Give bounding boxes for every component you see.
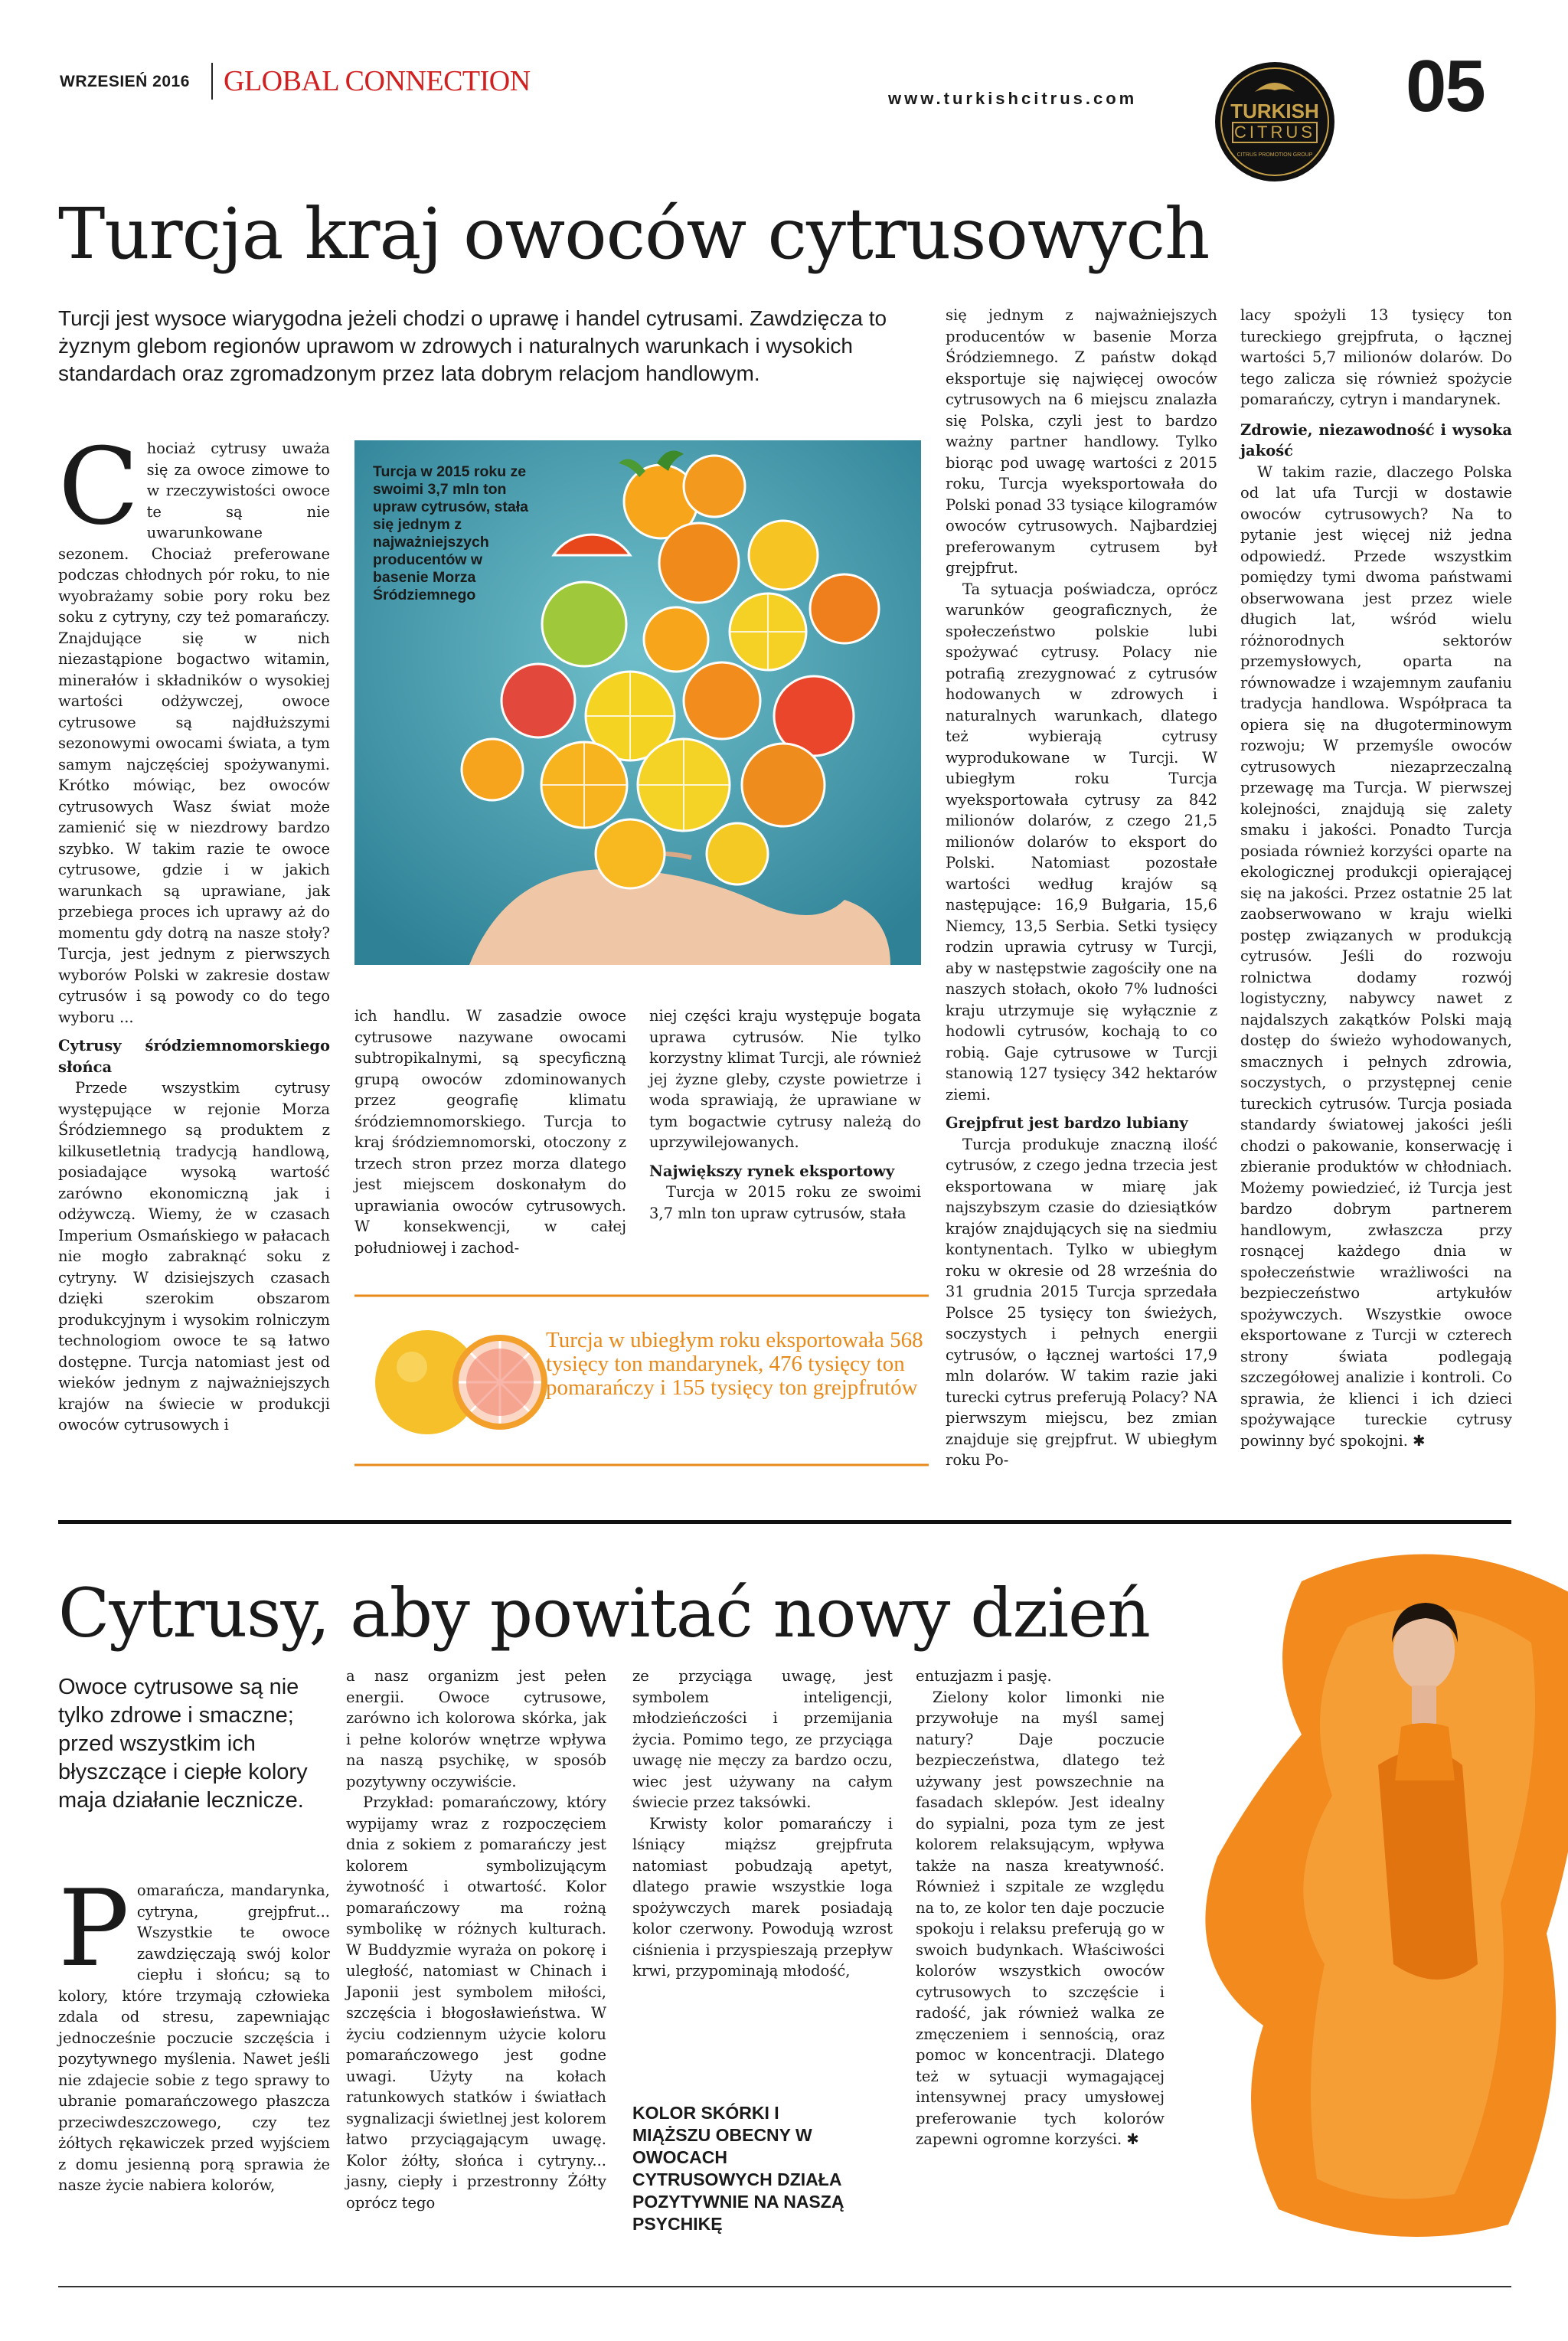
section-divider — [58, 1520, 1511, 1524]
paragraph: Turcja w 2015 roku ze swoimi 3,7 mln ton upraw cytrusów, stała — [649, 1183, 921, 1222]
article1-title: Turcja kraj owoców cytrusowych — [58, 193, 1210, 275]
pull-quote: KOLOR SKÓRKI I MIĄŻSZU OBECNY W OWOCACH CYTRUSOWYCH DZIAŁA POZYTYWNIE NA NASZĄ PSYCHIKĘ — [632, 2103, 844, 2234]
paragraph: hociaż cytrusy uważa się za owoce zimowe to w rzeczywistości owoce te są nie uwarunkowane sezonem. Chociaż preferowane podczas chłodnych pór roku, to nie wyobrażamy sobie pory roku bez soku z cytryny, czy też pomarańczy. Znajdujące się w nich niezastąpione bogactwo witamin, minerałów i składników o wysokiej wartości odżywczej, owoce cytrusowe są najdłuższymi sezonowymi owocami świata, a tym samym najczęściej spożywanymi. Krótko mówiąc, bez owoców cytrusowych Wasz świat może zamienić się w niezdrowy bardzo szybko. W takim razie te owoce cytrusowe, gdzie i w jakich warunkach są uprawiane, jak przebiega proces ich uprawy aż do momentu gdy dotrą na nasze stoły? Turcja, jest jednym z pierwszych wyborów Polski w zakresie dostaw cytrusów i są powody co do tego wyboru ... — [58, 440, 330, 1026]
article2-title: Cytrusy, aby powitać nowy dzień — [58, 1574, 1150, 1653]
subheading: Największy rynek eksportowy — [649, 1162, 895, 1180]
paragraph: entuzjazm i pasję. — [916, 1667, 1052, 1685]
paragraph: lacy spożyli 13 tysięcy ton tureckiego grejpfruta, o łącznej wartości 5,7 milionów dolarów. Do tego zalicza się również spożycie pomarańczy, cytryn i mandarynek. — [1240, 306, 1512, 408]
bottom-rule — [58, 2286, 1511, 2287]
paragraph: Turcja produkuje znaczną ilość cytrusów, z czego jedna trzecia jest eksportowana w miarę jak najszybszym czasie do dziesiątków krajów znajdujących się na siedmiu kontynentach. Tylko w ubiegłym roku w okresie od 28 września do 31 grudnia 2015 Turcja sprzedała Polsce 25 tysięcy ton świeżych, soczystych i pełnych energii cytrusów, o łącznej wartości 17,9 mln dolarów. W takim razie jaki turecki cytrus preferują Polacy? NA pierwszym miejscu, bez zmian znajduje się grejpfrut. W ubiegłym roku Po- — [946, 1135, 1217, 1469]
article2-lead: Owoce cytrusowe są nie tylko zdrowe i smaczne; przed wszystkim ich błyszczące i ciepłe kolory maja działanie lecznicze. — [58, 1675, 308, 1813]
turkish-citrus-logo — [1213, 60, 1337, 184]
paragraph: omarańcza, mandarynka, cytryna, grejpfrut... Wszystkie te owoce zawdzięczają swój kolor ciepłu i słońcu; są to kolory, które trzymają człowieka zdala od stresu, zapewniając jednocześnie poczucie szczęścia i pozytywnego myślenia. Nawet jeśli nie zdajecie sobie z tego sprawy to ubranie pomarańczowego płaszcza przeciwdeszczowego, czy tez żółtych rękawiczek przed wyjściem z domu jesienną porą sprawia że nasze życie nabiera kolorów, — [58, 1882, 330, 2194]
issue-date: WRZESIEŃ 2016 — [60, 73, 190, 90]
article1-column-5 — [1240, 305, 1512, 1451]
publication-title: GLOBAL CONNECTION — [224, 65, 531, 97]
paragraph: Krwisty kolor pomarańczy i lśniący miąższ grejpfruta natomiast pobudzają apetyt, dlatego prawie wszystkie loga spożywczych marek posiadają kolor czerwony. Powodują wzrost ciśnienia i przyspieszają przepływ krwi, przypominają młodość, — [632, 1814, 893, 1980]
paragraph: Przede wszystkim cytrusy występujące w rejonie Morza Śródziemnego są produktem z kilkusetletnią tradycją handlową, posiadające wysoką wartość zarówno ekonomiczną jak i odżywczą. Wiemy, że w czasach Imperium Osmańskiego w pałacach nie mogło zabraknąć soku z cytryny. W dzisiejszych czasach dzięki szerokim obszarom produkcyjnym i wysokim rolniczym technologiom owoce te są łatwo dostępne. Turcja natomiast jest od wieków jednym z najważniejszych krajów na świecie w produkcji owoców cytrusowych i — [58, 1079, 330, 1434]
paragraph: się jednym z najważniejszych producentów w basenie Morza Śródziemnego. Z państw dokąd eksportuje się najwięcej owoców cytrusowych na 6 miejscu znalazła się Polska, czyli jest to bardzo ważny partner handlowy. Tylko biorąc pod uwagę wartości z 2015 roku, Turcja wyeksportowała do Polski ponad 33 tysiące kilogramów owoców cytrusowych. Najbardziej preferowanym cytrusem był grejpfrut. — [946, 306, 1217, 577]
paragraph: Ta sytuacja poświadcza, oprócz warunków geograficznych, że społeczeństwo polskie lubi spożywać cytrusy. Polacy nie potrafią zrezygnować z cytrusów hodowanych w zdrowych i naturalnych warunkach, dlatego też wybierają cytrusy wyprodukowane w Turcji. W ubiegłym roku Turcja wyeksportowała cytrusy za 842 milionów dolarów, z czego 21,5 milionów dolarów to eksport do Polski. Natomiast pozostałe wartości według krajów są następujące: 16,9 Bułgaria, 15,6 Niemcy, 13,5 Serbia. Setki tysięcy rodzin uprawia cytrusy w Turcji, aby w następstwie zagościły one na naszych stołach, około 7% ludności kraju utrzymuje się wyłącznie z hodowli cytrusów, kochają to co robią. Gaje cytrusowe w Turcji stanowią 127 tysięcy 342 hektarów ziemi. — [946, 580, 1217, 1103]
logo-ring-text: CITRUS PROMOTION GROUP — [1236, 152, 1313, 158]
photo-caption: Turcja w 2015 roku ze swoimi 3,7 mln ton upraw cytrusów, stała się jednym z najważniejszych producentów w basenie Morza Śródziemnego — [373, 463, 529, 603]
article1-column-4 — [946, 305, 1217, 1471]
drop-cap: P — [58, 1867, 129, 1990]
website-url[interactable]: www.turkishcitrus.com — [888, 89, 1138, 108]
article1-column-2 — [354, 1005, 626, 1258]
drop-cap: C — [58, 425, 139, 548]
paragraph: a nasz organizm jest pełen energii. Owoce cytrusowe, zarówno ich kolorowa skórka, jak i pełne kolorów wnętrze wpływa na naszą psychikę, w sposób pozytywny oczywiście. — [346, 1667, 606, 1790]
page-number: 05 — [1406, 45, 1485, 127]
article2-column-2 — [346, 1666, 606, 2213]
paragraph: Zielony kolor limonki nie przywołuje na myśl samej natury? Daje poczucie bezpieczeństwa, dlatego też używany jest powszechnie na fasadach sklepów. Jest idealny do sypialni, poza tym ze jest kolorem relaksującym, wpływa także na nasza kreatywność. Również i szpitale ze względu na to, ze kolor ten daje poczucie spokoju i relaksu preferują go w swoich budynkach. Właściwości kolorów wszystkich owoców cytrusowych to szczęście i radość, jak również walka ze zmęczeniem i sennością, oraz pomoc w koncentracji. Dlatego też w sytuacji wymagającej intensywnej pracy umysłowej preferowanie tych kolorów zapewni ogromne korzyści. ✱ — [916, 1688, 1165, 2148]
article1-column-3 — [649, 1005, 921, 1224]
subheading: Zdrowie, niezawodność i wysoka jakość — [1240, 420, 1512, 459]
article2-column-3 — [632, 1666, 893, 1982]
paragraph: ich handlu. W zasadzie owoce cytrusowe nazywane owocami subtropikalnymi, są specyficzną grupą owoców zdominowanych przez geografię klimatu śródziemnomorskiego. Turcja to kraj śródziemnomorski, otoczony z trzech stron przez morza dlatego jest miejscem doskonałym do uprawiania owoców cytrusowych. W konsekwencji, w całej południowej i zachod- — [354, 1007, 626, 1257]
paragraph: ze przyciąga uwagę, jest symbolem inteligencji, młodzieńczości i przemijania życia. Pomimo tego, ze przyciąga uwagę nie męczy za bardzo oczu, wiec jest używany na całym świecie przez taksówki. — [632, 1667, 893, 1811]
article1-lead: Turcji jest wysoce wiarygodna jeżeli chodzi o uprawę i handel cytrusami. Zawdzięcza to żyznym glebom regionów uprawom w zdrowych i naturalnych warunkach i wysokich standardach oraz zgromadzonym przez lata dobrym relacjom handlowym. — [58, 306, 887, 385]
header-divider — [211, 63, 213, 100]
subheading: Cytrusy śródziemnomorskiego słońca — [58, 1037, 330, 1076]
article1-column-1 — [58, 425, 330, 1436]
article2-column-1 — [58, 1867, 330, 2196]
export-callout-text: Turcja w ubiegłym roku eksportowała 568 tysięcy ton mandarynek, 476 tysięcy ton pomarańczy i 155 tysięcy ton grejpfrutów — [546, 1328, 923, 1400]
logo-text-turkish: TURKISH — [1230, 100, 1319, 123]
subheading: Grejpfrut jest bardzo lubiany — [946, 1114, 1188, 1132]
article2-column-4 — [916, 1666, 1165, 2150]
paragraph: niej części kraju występuje bogata uprawa cytrusów. Nie tylko korzystny klimat Turcji, ale również jej żyzne gleby, czyste powietrze i woda sprawiają, że uprawiane w tym bogactwie cytrusy należą do uprzywilejowanych. — [649, 1007, 921, 1151]
paragraph: Przykład: pomarańczowy, który wypijamy wraz z rozpoczęciem dnia z sokiem z pomarańczy jest kolorem symbolizującym żywotność i otwartość. Kolor pomarańczowy ma rożną symbolikę w różnych kulturach. W Buddyzmie wyraża on pokorę i uległość, natomiast w Chinach i Japonii jest symbolem miłości, szczęścia i błogosławieństwa. W życiu codziennym użycie koloru pomarańczowego jest godne uwagi. Użyty na kołach ratunkowych statków i światłach sygnalizacji świetlnej jest kolorem łatwo przyciągającym uwagę. Kolor żółty, słońca i cytryny... jasny, ciepły i przestronny Żółty oprócz tego — [346, 1793, 606, 2212]
woman-in-orange-dress-photo — [1148, 1535, 1568, 2255]
logo-text-citrus: CITRUS — [1234, 123, 1315, 142]
paragraph: W takim razie, dlaczego Polska od lat ufa Turcji w dostawie owoców cytrusowych? Na to pytanie jest więcej niż jedna odpowiedź. Przede wszystkim pomiędzy tymi dwoma państwami obserwowana jest przez wiele długich lat, wśród wielu różnorodnych sektorów przemysłowych, oparta na równowadze i wzajemnym zaufaniu tradycja handlowa. Współpraca ta opiera się na długoterminowym rozwoju; W przemyśle owoców cytrusowych niezaprzeczalną przewagę ma Turcja. W pierwszej kolejności, znajdują się zalety smaku i jakości. Ponadto Turcja posiada również korzyści oparte na ekologicznej produkcji opierającej się na jakości. Przez ostatnie 25 lat zaobserwowano w kraju wielki postęp związanych w produkcją cytrusów. Jeśli do rozwoju rolnictwa dodamy rozwój logistyczny, nabywcy nawet z najdalszych zakątków Polski mają dostęp do świeżo wyhodowanych, smacznych i pełnych zdrowia, soczystych, o przystępnej cenie tureckich cytrusów. Turcja posiada standardy światowej jakości jeśli chodzi o pakowanie, konserwację i zbieranie produktów w chłodniach. Możemy powiedzieć, iż Turcja jest bardzo dobrym partnerem handlowym, zwłaszcza przy rosnącej każdego dnia w społeczeństwie wrażliwości na bezpieczeństwo artykułów spożywczych. Wszystkie owoce eksportowane z Turcji w czterech strony świata podlegają szczegółowej analizie i kontroli. Co sprawia, że klienci i ich dzieci spożywające tureckie cytrusy powinny być spokojni. ✱ — [1240, 463, 1512, 1450]
